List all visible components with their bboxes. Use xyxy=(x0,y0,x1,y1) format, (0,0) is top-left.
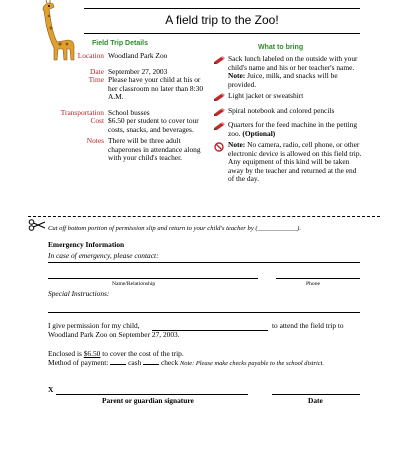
enclosed-text-b: to cover the cost of the trip. xyxy=(102,349,184,358)
special-instructions-line[interactable] xyxy=(48,312,360,313)
trip-details-list xyxy=(40,52,205,166)
name-relationship-line[interactable] xyxy=(48,278,258,279)
pencil-icon xyxy=(214,108,225,116)
pencil-icon xyxy=(214,93,225,101)
signature-line[interactable] xyxy=(56,394,248,395)
date-line[interactable] xyxy=(272,394,360,395)
bring-item xyxy=(214,141,364,184)
permission-text-b: to attend the field trip to xyxy=(272,321,344,330)
what-to-bring-heading: What to bring xyxy=(258,44,304,51)
bring-note-text: Juice, milk, and snacks will be provided. xyxy=(228,71,338,89)
scissors-icon xyxy=(28,219,46,231)
cut-instruction: Cut off bottom portion of permission slip and return to your child's teacher by (____________). xyxy=(48,225,301,232)
bring-item xyxy=(214,55,364,89)
payment-note: Note: Please make checks payable to the school district. xyxy=(180,360,324,367)
signature-label: Parent or guardian signature xyxy=(102,396,194,405)
detail-label: Transportation xyxy=(60,107,104,117)
detail-value: September 27, 2003 xyxy=(108,66,168,76)
date-label: Date xyxy=(308,396,323,405)
what-to-bring-list xyxy=(214,55,364,187)
enclosed-text-a: Enclosed is xyxy=(48,349,82,358)
detail-label: Cost xyxy=(90,116,104,126)
phone-label: Phone xyxy=(306,281,320,287)
bring-item-text: Spiral notebook and colored pencils xyxy=(228,105,335,115)
bring-item-text: Light jacket or sweatshirt xyxy=(228,91,304,101)
optional-label: (Optional) xyxy=(242,128,276,138)
detail-row-time xyxy=(40,76,205,102)
pencil-icon xyxy=(214,122,225,130)
cash-blank[interactable] xyxy=(110,364,126,365)
detail-value: $6.50 per student to cover tour costs, snacks, and beverages. xyxy=(108,116,199,134)
bring-item-text: Sack lunch labeled on the outside with your child's name and his or her teacher's name. xyxy=(228,54,358,72)
permission-text-c: Woodland Park Zoo on September 27, 2003. xyxy=(48,330,180,339)
bring-note-label: Note: xyxy=(228,71,246,81)
payment-method-row xyxy=(48,359,360,368)
detail-value: Please have your child at his or her classroom no later than 8:30 A.M. xyxy=(108,75,204,102)
special-instructions-label: Special Instructions: xyxy=(48,289,110,298)
page-title: A field trip to the Zoo! xyxy=(165,13,279,28)
bring-item xyxy=(214,107,364,119)
cut-line xyxy=(28,216,380,217)
bring-item-text: Quarters for the feed machine in the petting zoo. xyxy=(228,120,358,138)
phone-line[interactable] xyxy=(276,278,360,279)
detail-label: Location xyxy=(77,51,104,60)
pencil-icon xyxy=(214,56,225,64)
bring-item xyxy=(214,92,364,104)
permission-text-a: I give permission for my child, xyxy=(48,321,140,330)
bring-note-label: Note: xyxy=(228,140,246,150)
detail-label: Notes xyxy=(86,136,104,146)
payment-method-label: Method of payment: xyxy=(48,358,109,367)
detail-value: Woodland Park Zoo xyxy=(108,51,168,60)
enclosed-amount: $6.50 xyxy=(83,349,101,358)
name-relationship-label: Name/Relationship xyxy=(112,281,156,287)
detail-row-cost xyxy=(40,117,205,134)
check-label: check xyxy=(160,358,179,367)
no-symbol-icon xyxy=(214,142,224,152)
title-banner xyxy=(84,8,360,34)
trip-details-heading: Field Trip Details xyxy=(92,40,149,47)
detail-row-location xyxy=(40,52,205,61)
emergency-heading: Emergency Information xyxy=(48,240,125,249)
detail-value: There will be three adult chaperones in attendance along with your child's teacher. xyxy=(108,136,201,163)
bring-item xyxy=(214,121,364,138)
detail-value: School busses xyxy=(108,107,150,117)
x-mark: X xyxy=(48,385,54,394)
check-blank[interactable] xyxy=(143,364,159,365)
cash-label: cash xyxy=(128,358,142,367)
detail-label: Time xyxy=(88,75,104,85)
detail-row-notes xyxy=(40,137,205,163)
emergency-prompt: In case of emergency, please contact: xyxy=(48,252,360,263)
detail-label: Date xyxy=(90,66,104,76)
bring-item-text: No camera, radio, cell phone, or other electronic device is allowed on this field trip. Any equipment of this kind will be taken away by the teacher and returned at the end of the day. xyxy=(228,140,362,184)
